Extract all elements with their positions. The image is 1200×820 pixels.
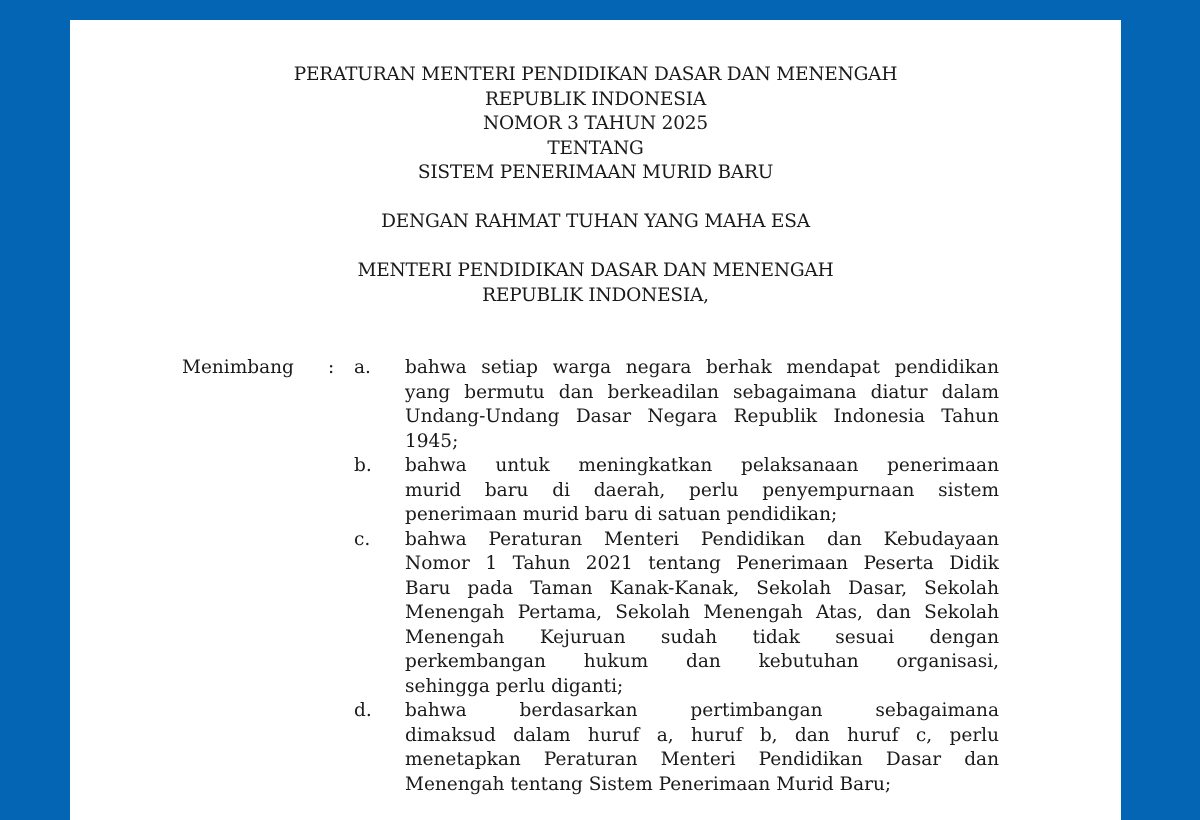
considering-section bbox=[70, 356, 1121, 797]
authority-line: MENTERI PENDIDIKAN DASAR DAN MENENGAH bbox=[357, 260, 834, 281]
item-text bbox=[405, 356, 999, 454]
authority bbox=[70, 259, 1121, 308]
considering-colon: : bbox=[328, 357, 335, 378]
considering-item-c bbox=[70, 528, 1121, 700]
item-line: menetapkan Peraturan Menteri Pendidikan Dasar dan bbox=[405, 749, 999, 770]
item-line: Undang-Undang Dasar Negara Republik Indonesia Tahun bbox=[405, 406, 999, 427]
title-line: TENTANG bbox=[547, 137, 644, 159]
item-line: sehingga perlu diganti; bbox=[405, 675, 624, 697]
item-line: Baru pada Taman Kanak-Kanak, Sekolah Dasar, Sekolah bbox=[405, 577, 999, 599]
considering-item-b bbox=[70, 454, 1121, 528]
item-text bbox=[405, 699, 999, 797]
item-letter: c. bbox=[354, 528, 371, 550]
item-line: murid baru di daerah, perlu penyempurnaan sistem bbox=[405, 479, 999, 501]
item-line: bahwa setiap warga negara berhak mendapat pendidikan bbox=[405, 357, 999, 378]
item-line: bahwa berdasarkan pertimbangan sebagaimana bbox=[405, 700, 999, 721]
authority-line: REPUBLIK INDONESIA, bbox=[482, 284, 709, 306]
item-line: perkembangan hukum dan kebutuhan organisasi, bbox=[405, 651, 999, 672]
item-letter: a. bbox=[354, 357, 371, 378]
item-line: Menengah Kejuruan sudah tidak sesuai dengan bbox=[405, 626, 999, 648]
title-line: REPUBLIK INDONESIA bbox=[485, 88, 706, 110]
item-text bbox=[405, 528, 999, 700]
item-line: Menengah Pertama, Sekolah Menengah Atas, dan Sekolah bbox=[405, 602, 999, 623]
considering-item-d bbox=[70, 699, 1121, 797]
title-line: PERATURAN MENTERI PENDIDIKAN DASAR DAN MENENGAH bbox=[293, 64, 898, 85]
invocation bbox=[70, 210, 1121, 235]
item-letter: b. bbox=[354, 455, 372, 476]
item-line: Menengah tentang Sistem Penerimaan Murid Baru; bbox=[405, 773, 892, 795]
document-page bbox=[70, 20, 1121, 820]
item-line: penerimaan murid baru di satuan pendidikan; bbox=[405, 504, 838, 525]
item-line: 1945; bbox=[405, 430, 459, 452]
considering-item-a bbox=[70, 356, 1121, 454]
item-line: bahwa untuk meningkatkan pelaksanaan penerimaan bbox=[405, 455, 999, 476]
item-line: bahwa Peraturan Menteri Pendidikan dan Kebudayaan bbox=[405, 528, 999, 550]
considering-label: Menimbang bbox=[182, 357, 294, 378]
item-text bbox=[405, 454, 999, 528]
item-line: Nomor 1 Tahun 2021 tentang Penerimaan Peserta Didik bbox=[405, 553, 999, 574]
title-line: SISTEM PENERIMAAN MURID BARU bbox=[417, 162, 774, 183]
title-line: NOMOR 3 TAHUN 2025 bbox=[483, 113, 708, 134]
item-line: dimaksud dalam huruf a, huruf b, dan huruf c, perlu bbox=[405, 724, 999, 746]
invocation-line: DENGAN RAHMAT TUHAN YANG MAHA ESA bbox=[381, 211, 810, 232]
item-line: yang bermutu dan berkeadilan sebagaimana diatur dalam bbox=[405, 381, 999, 403]
item-letter: d. bbox=[354, 700, 372, 721]
regulation-title bbox=[70, 63, 1121, 186]
